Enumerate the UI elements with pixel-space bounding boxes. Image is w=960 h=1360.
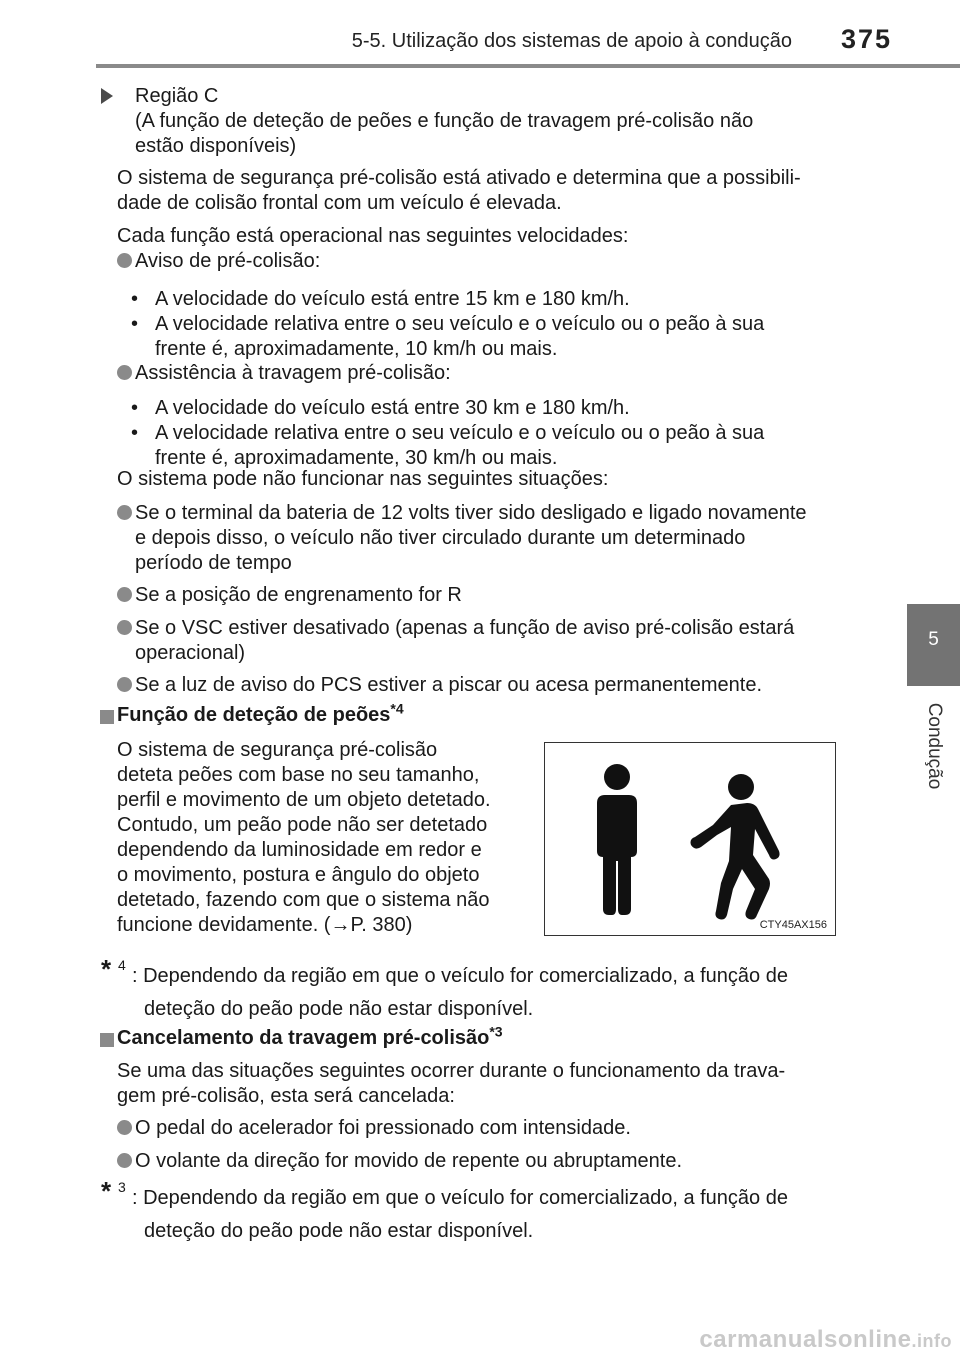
situation3-line2: operacional): [135, 642, 246, 664]
footnote4-text: [132, 960, 857, 1026]
warning-title: Aviso de pré-colisão:: [135, 250, 321, 272]
footnote-number: 3: [118, 1179, 126, 1195]
pedestrian-line2: deteta peões com base no seu tamanho,: [117, 764, 480, 786]
pedestrian-line3: perfil e movimento de um objeto detetado.: [117, 789, 491, 811]
round-bullet-icon: [117, 1120, 132, 1135]
warning-item2-line2: frente é, aproximadamente, 10 km/h ou mais.: [155, 338, 558, 360]
square-bullet-icon: [100, 1033, 114, 1047]
round-bullet-icon: [117, 505, 132, 520]
cancel-bullet1: O pedal do acelerador foi pressionado com intensidade.: [135, 1117, 631, 1139]
warning-item1: A velocidade do veículo está entre 15 km e 180 km/h.: [155, 288, 630, 310]
chapter-tab-number: 5: [907, 604, 960, 686]
pedestrian-line8: funcione devidamente. (→P. 380): [117, 914, 413, 936]
para1-line2: dade de colisão frontal com um veículo é elevada.: [117, 192, 562, 214]
para2: Cada função está operacional nas seguintes velocidades:: [117, 225, 629, 247]
watermark: carmanualsonline.info: [699, 1326, 952, 1353]
pedestrian-line1: O sistema de segurança pré-colisão: [117, 739, 438, 761]
footnote-ref: *3: [489, 1023, 503, 1040]
round-bullet-icon: [117, 1153, 132, 1168]
pedestrian-line6: o movimento, postura e ângulo do objeto: [117, 864, 480, 886]
sub-bullet-icon: •: [131, 422, 139, 444]
region-c-title: Região C: [135, 85, 219, 107]
sub-bullet-icon: •: [131, 397, 139, 419]
cancel-heading: Cancelamento da travagem pré-colisão$^{*3}$: [117, 1023, 503, 1049]
region-c-line2: estão disponíveis): [135, 135, 297, 157]
footnote3-text: [132, 1182, 857, 1248]
situation1-line3: período de tempo: [135, 552, 292, 574]
pedestrian-figure: [544, 742, 836, 936]
footnote-star: *: [101, 1176, 112, 1206]
chapter-tab-label-text: Condução: [923, 702, 945, 790]
brake-assist-item2-line2: frente é, aproximadamente, 30 km/h ou mais.: [155, 447, 558, 469]
footnote-star: *: [101, 954, 112, 984]
footnote-number: 4: [118, 957, 126, 973]
warning-item2-line1: A velocidade relativa entre o seu veículo e o veículo ou o peão à sua: [155, 313, 765, 335]
chapter-tab-label: [907, 688, 960, 804]
brake-assist-item2-line1: A velocidade relativa entre o seu veículo e o veículo ou o peão à sua: [155, 422, 765, 444]
section-title: 5-5. Utilização dos sistemas de apoio à condução: [351, 30, 792, 52]
region-c-line1: (A função de deteção de peões e função de travagem pré-colisão não: [135, 110, 754, 132]
round-bullet-icon: [117, 620, 132, 635]
brake-assist-item1: A velocidade do veículo está entre 30 km e 180 km/h.: [155, 397, 630, 419]
figure-code: CTY45AX156: [759, 919, 827, 931]
pedestrian-line7: detetado, fazendo com que o sistema não: [117, 889, 490, 911]
footnote4-line2: deteção do peão pode não estar disponível.: [144, 998, 534, 1020]
round-bullet-icon: [117, 677, 132, 692]
pedestrian-silhouettes-icon: [545, 743, 835, 935]
round-bullet-icon: [117, 365, 132, 380]
sub-bullet-icon: •: [131, 288, 139, 310]
header-rule: [96, 64, 960, 68]
footnote3-line1: : Dependendo da região em que o veículo for comercializado, a função de: [132, 1187, 788, 1209]
round-bullet-icon: [117, 587, 132, 602]
footnote4-line1: : Dependendo da região em que o veículo for comercializado, a função de: [132, 965, 788, 987]
round-bullet-icon: [117, 253, 132, 268]
situation1-line2: e depois disso, o veículo não tiver circulado durante um determinado: [135, 527, 746, 549]
cancel-line1: Se uma das situações seguintes ocorrer durante o funcionamento da trava-: [117, 1060, 786, 1082]
footnote-ref: *4: [390, 700, 404, 717]
sub-bullet-icon: •: [131, 313, 139, 335]
situation3-line1: Se o VSC estiver desativado (apenas a função de aviso pré-colisão estará: [135, 617, 795, 639]
footnote3-line2: deteção do peão pode não estar disponível.: [144, 1220, 534, 1242]
triangle-bullet-icon: [101, 88, 113, 104]
situation4: Se a luz de aviso do PCS estiver a piscar ou acesa permanentemente.: [135, 674, 763, 696]
pedestrian-line5: dependendo da luminosidade em redor e: [117, 839, 482, 861]
square-bullet-icon: [100, 710, 114, 724]
pedestrian-line4: Contudo, um peão pode não ser detetado: [117, 814, 488, 836]
cancel-bullet2: O volante da direção for movido de repente ou abruptamente.: [135, 1150, 683, 1172]
cancel-line2: gem pré-colisão, esta será cancelada:: [117, 1085, 455, 1107]
situation2: Se a posição de engrenamento for R: [135, 584, 462, 606]
pedestrian-heading: Função de deteção de peões$^{*4}$: [117, 700, 404, 726]
brake-assist-title: Assistência à travagem pré-colisão:: [135, 362, 451, 384]
para1-line1: O sistema de segurança pré-colisão está ativado e determina que a possibili-: [117, 167, 801, 189]
page-number: 375: [840, 24, 892, 54]
para3: O sistema pode não funcionar nas seguintes situações:: [117, 468, 609, 490]
situation1-line1: Se o terminal da bateria de 12 volts tiver sido desligado e ligado novamente: [135, 502, 807, 524]
